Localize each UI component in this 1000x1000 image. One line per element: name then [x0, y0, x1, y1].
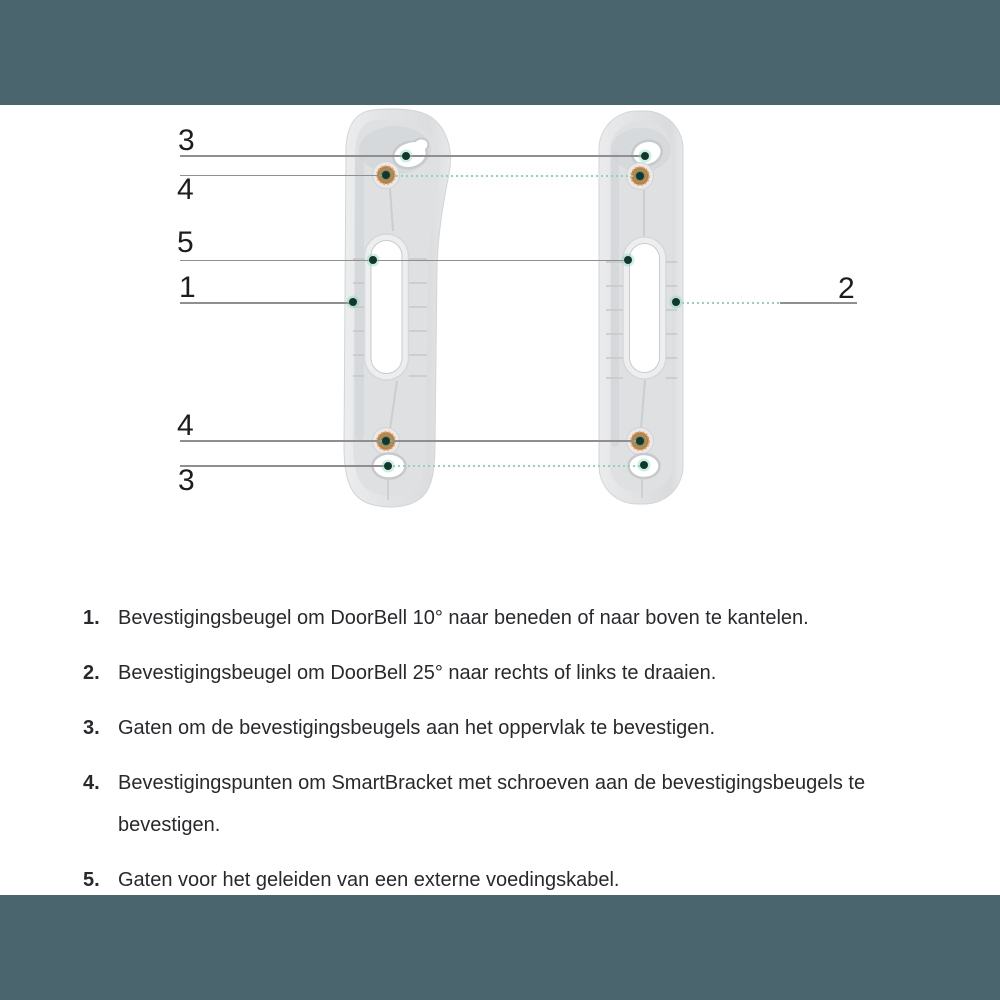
callout-dot-5-right: [624, 256, 632, 264]
callout-dot-3-bottom-left: [384, 462, 392, 470]
right-bracket: [599, 111, 683, 504]
left-bracket: [344, 109, 450, 507]
legend-item-text: Bevestigingsbeugel om DoorBell 10° naar beneden of naar boven te kantelen.: [118, 607, 809, 629]
callout-label-4-bottom: 4: [177, 409, 194, 442]
legend-list: [83, 597, 963, 914]
callout-label-3-bottom: 3: [178, 464, 195, 497]
legend-item-2: [83, 652, 963, 694]
callout-line-3-bottom-green: [388, 465, 645, 467]
callout-dot-3-top-right: [641, 152, 649, 160]
legend-item-number: 4.: [83, 772, 100, 794]
callout-label-2: 2: [838, 272, 855, 305]
legend-item-number: 5.: [83, 869, 100, 891]
callout-line-4-top-green: [396, 175, 641, 177]
callout-label-5: 5: [177, 226, 194, 259]
legend-item-number: 3.: [83, 717, 100, 739]
legend-item-text: Bevestigingsbeugel om DoorBell 25° naar rechts of links te draaien.: [118, 662, 717, 684]
callout-dot-5-left: [369, 256, 377, 264]
callout-line-2-green: [677, 302, 782, 304]
callout-dot-2: [672, 298, 680, 306]
legend-item-1: [83, 597, 963, 639]
callout-dot-4-top-left: [382, 171, 390, 179]
legend-item-4: [83, 762, 963, 846]
callout-dot-4-top-right: [636, 172, 644, 180]
legend-item-text: Gaten om de bevestigingsbeugels aan het oppervlak te bevestigen.: [118, 717, 716, 739]
callout-dot-4-bottom-left: [382, 437, 390, 445]
callout-line-3-top: [180, 155, 645, 157]
callout-label-3-top: 3: [178, 124, 195, 157]
callout-line-5: [180, 260, 630, 262]
legend-item-text: Gaten voor het geleiden van een externe voedingskabel.: [118, 869, 620, 891]
callout-line-4-bottom: [180, 440, 641, 442]
callout-dot-4-bottom-right: [636, 437, 644, 445]
callout-label-1: 1: [179, 271, 196, 304]
callout-dot-3-top-left: [402, 152, 410, 160]
legend-item-text: Bevestigingspunten om SmartBracket met schroeven aan de bevestigingsbeugels te bevestigen.: [118, 772, 866, 836]
legend-item-number: 2.: [83, 662, 100, 684]
callout-dot-3-bottom-right: [640, 461, 648, 469]
callout-line-1: [180, 302, 354, 304]
legend-item-3: [83, 707, 963, 749]
legend-item-5: [83, 859, 963, 901]
callout-dot-1: [349, 298, 357, 306]
callout-label-4-top: 4: [177, 173, 194, 206]
callout-line-3-bottom-gray: [180, 465, 388, 467]
legend-item-number: 1.: [83, 607, 100, 629]
callout-line-4-top-gray: [180, 175, 387, 177]
